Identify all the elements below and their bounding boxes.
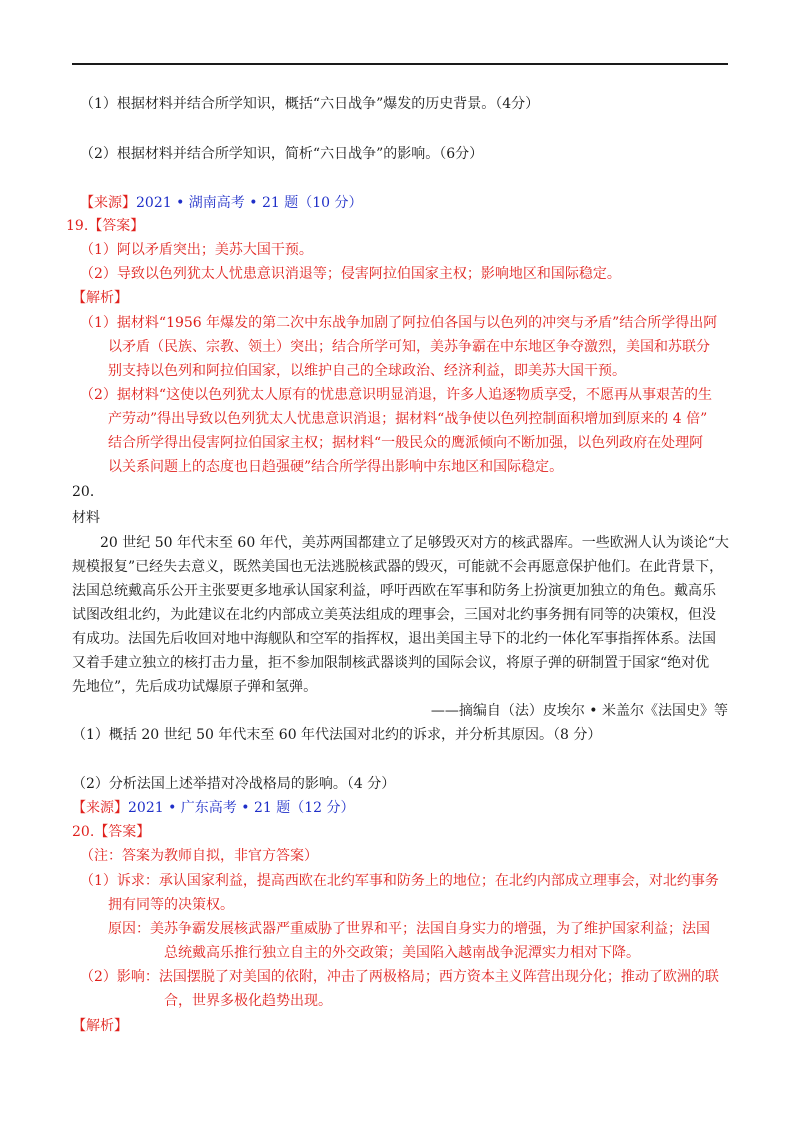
source-text: 2021 • 湖南高考 • 21 题（10 分） bbox=[136, 195, 363, 211]
q19-answer-line-1: （1）阿以矛盾突出；美苏大国干预。 bbox=[80, 242, 313, 258]
header-rule bbox=[72, 63, 728, 65]
source-text: 2021 • 广东高考 • 21 题（12 分） bbox=[128, 800, 355, 816]
q19-answer-heading: 19.【答案】 bbox=[66, 218, 145, 234]
q20-number: 20． bbox=[72, 484, 104, 500]
source-tag: 【来源】 bbox=[72, 800, 128, 816]
q20-subquestion-1: （1）概括 20 世纪 50 年代末至 60 年代法国对北约的诉求，并分析其原因。（8 分） bbox=[72, 727, 602, 743]
q20-answer-line: （1）诉求：承认国家利益，提高西欧在北约军事和防务上的地位；在北约内部成立理事会，对北约事务 bbox=[80, 873, 719, 889]
q20-material-line: 又着手建立独立的核打击力量，拒不参加限制核武器谈判的国际会议，将原子弹的研制置于国家“绝对优 bbox=[72, 655, 710, 671]
q20-material-line: 规模报复”已经失去意义，既然美国也无法逃脱核武器的毁灭，可能就不会再愿意保护他们。在此背景下， bbox=[72, 559, 724, 575]
q20-material-line: 先地位”，先后成功试爆原子弹和氢弹。 bbox=[72, 679, 318, 695]
q20-answer-line: 原因：美苏争霸发展核武器严重威胁了世界和平；法国自身实力的增强，为了维护国家利益；法国 bbox=[108, 921, 710, 937]
q18-subquestion-2: （2）根据材料并结合所学知识，简析“六日战争”的影响。（6分） bbox=[80, 146, 484, 162]
q20-answer-note: （注：答案为教师自拟，非官方答案） bbox=[80, 848, 318, 864]
q19-analysis-heading: 【解析】 bbox=[72, 290, 128, 306]
q20-material-line: 有成功。法国先后收回对地中海舰队和空军的指挥权，退出美国主导下的北约一体化军事指挥体系。法国 bbox=[72, 631, 716, 647]
q20-answer-heading: 20.【答案】 bbox=[72, 824, 151, 840]
q19-source bbox=[80, 193, 362, 213]
q19-answer-line-2: （2）导致以色列犹太人忧患意识消退等；侵害阿拉伯国家主权；影响地区和国际稳定。 bbox=[80, 266, 621, 282]
q20-answer-line: 总统戴高乐推行独立自主的外交政策；美国陷入越南战争泥潭实力相对下降。 bbox=[164, 945, 640, 961]
q19-analysis-line: 以关系问题上的态度也日趋强硬”结合所学得出影响中东地区和国际稳定。 bbox=[108, 459, 564, 475]
q19-analysis-line: 结合所学得出侵害阿拉伯国家主权；据材料“一般民众的鹰派倾向不断加强，以色列政府在处理阿 bbox=[108, 435, 704, 451]
q20-answer-line: 拥有同等的决策权。 bbox=[108, 897, 234, 913]
q20-analysis-heading: 【解析】 bbox=[72, 1018, 128, 1034]
q19-analysis-line: 别支持以色列和阿拉伯国家，以维护自己的全球政治、经济利益，即美苏大国干预。 bbox=[108, 363, 626, 379]
q20-citation: ——摘编自（法）皮埃尔 • 米盖尔《法国史》等 bbox=[430, 703, 728, 719]
q19-analysis-line: （1）据材料“1956 年爆发的第二次中东战争加剧了阿拉伯各国与以色列的冲突与矛盾”结合所学得出阿 bbox=[80, 315, 718, 331]
q20-material-label: 材料 bbox=[72, 510, 100, 526]
q20-answer-line: （2）影响：法国摆脱了对美国的依附，冲击了两极格局；西方资本主义阵营出现分化；推动了欧洲的联 bbox=[80, 969, 719, 985]
q19-analysis-line: 产劳动”得出导致以色列犹太人忧患意识消退；据材料“战争使以色列控制面积增加到原来的 4 倍” bbox=[108, 411, 708, 427]
q20-material-line: 20 世纪 50 年代末至 60 年代，美苏两国都建立了足够毁灭对方的核武器库。一些欧洲人认为谈论“大 bbox=[100, 535, 729, 551]
q18-subquestion-1: （1）根据材料并结合所学知识，概括“六日战争”爆发的历史背景。（4分） bbox=[80, 96, 540, 112]
q20-answer-line: 合，世界多极化趋势出现。 bbox=[164, 993, 332, 1009]
q19-analysis-line: 以矛盾（民族、宗教、领土）突出；结合所学可知，美苏争霸在中东地区争夺激烈，美国和苏联分 bbox=[108, 339, 710, 355]
q20-source bbox=[72, 798, 354, 818]
q20-material-line: 试图改组北约，为此建议在北约内部成立美英法组成的理事会，三国对北约事务拥有同等的决策权，但没 bbox=[72, 607, 716, 623]
source-tag: 【来源】 bbox=[80, 195, 136, 211]
q19-analysis-line: （2）据材料“这使以色列犹太人原有的忧患意识明显消退，许多人追逐物质享受，不愿再从事艰苦的生 bbox=[80, 387, 713, 403]
q20-material-line: 法国总统戴高乐公开主张要更多地承认国家利益，呼吁西欧在军事和防务上扮演更加独立的角色。戴高乐 bbox=[72, 583, 716, 599]
q20-subquestion-2: （2）分析法国上述举措对冷战格局的影响。（4 分） bbox=[72, 776, 396, 792]
